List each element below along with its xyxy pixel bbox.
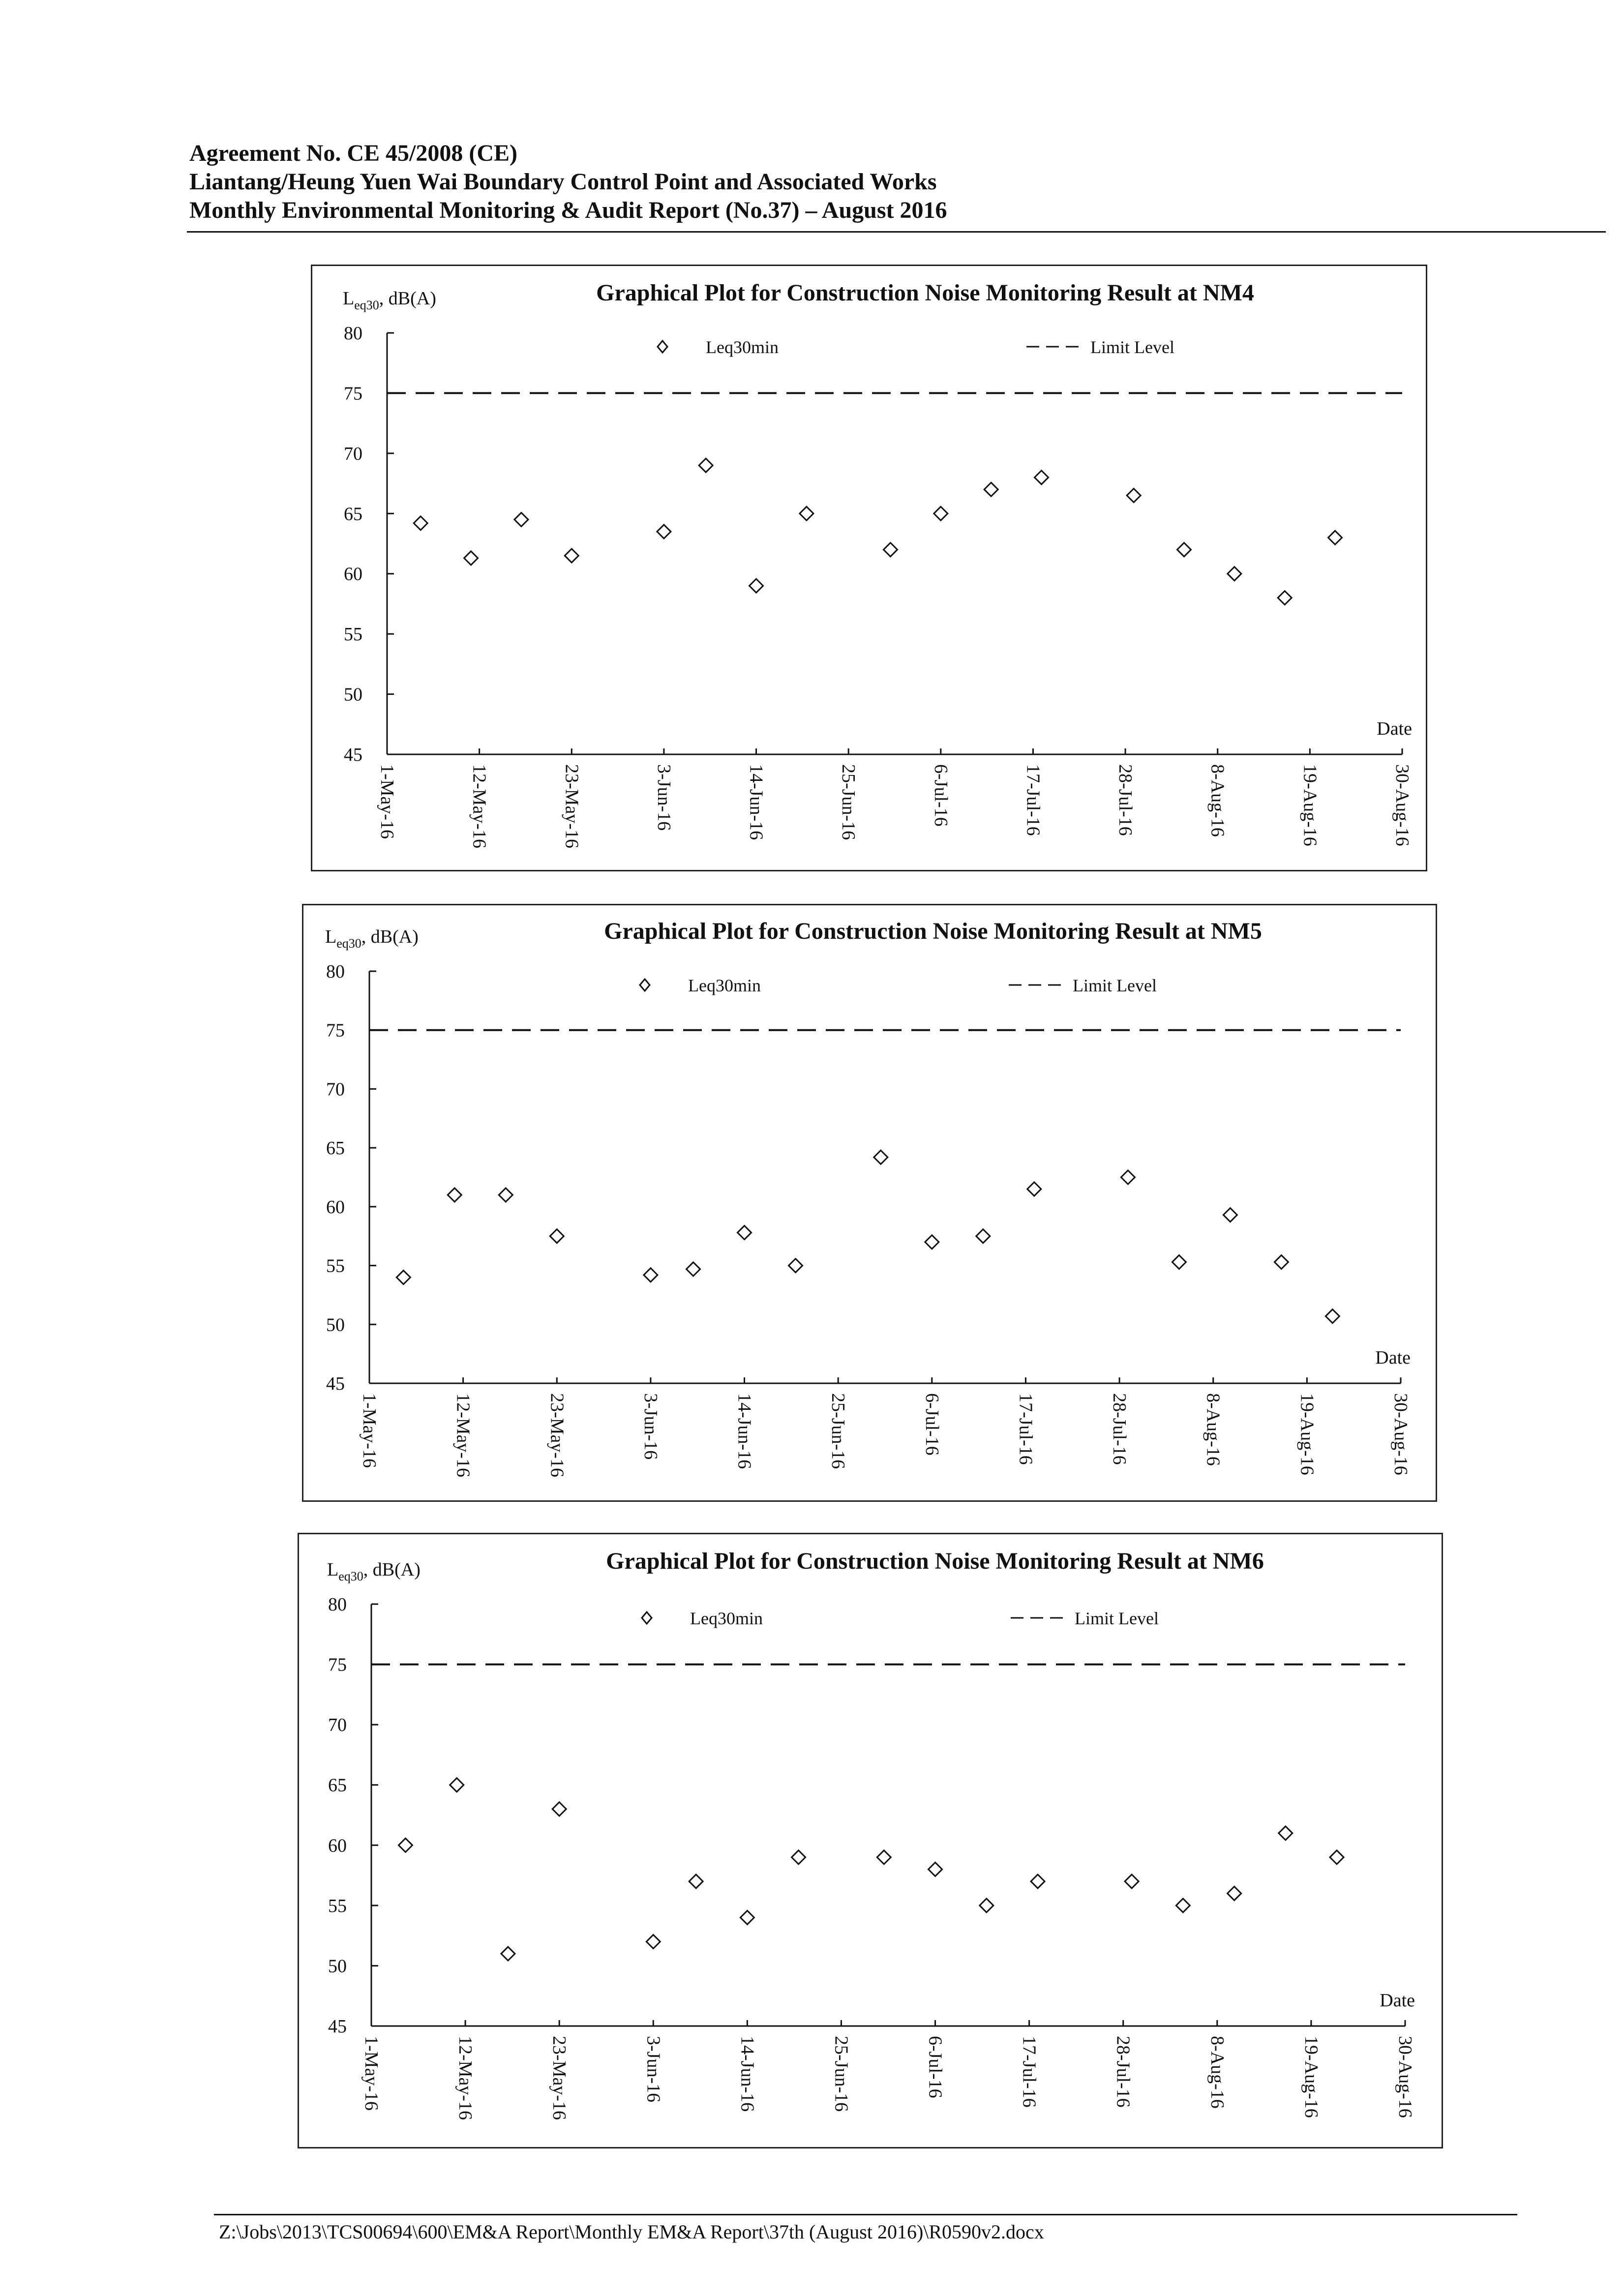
- data-point: [1035, 471, 1049, 484]
- x-tick-label: 3-Jun-16: [640, 1393, 661, 1460]
- data-point: [1176, 1899, 1190, 1912]
- data-point: [1127, 489, 1141, 503]
- data-point: [450, 1778, 464, 1792]
- y-tick-label: 50: [328, 1956, 347, 1977]
- data-point: [1031, 1875, 1045, 1888]
- data-point: [1223, 1208, 1237, 1222]
- data-point: [1172, 1255, 1186, 1269]
- y-tick-label: 55: [328, 1895, 347, 1916]
- y-tick-label: 80: [344, 323, 362, 344]
- legend-label: Leq30min: [706, 337, 779, 357]
- data-point: [738, 1226, 752, 1240]
- data-point: [1121, 1170, 1135, 1184]
- x-tick-label: 8-Aug-16: [1207, 764, 1228, 837]
- data-point: [1274, 1255, 1288, 1269]
- x-tick-label: 25-Jun-16: [828, 1393, 849, 1469]
- x-axis-label: Date: [1375, 1347, 1411, 1368]
- data-point: [514, 513, 528, 527]
- data-point: [792, 1850, 806, 1864]
- x-axis-label: Date: [1377, 718, 1412, 739]
- x-tick-label: 28-Jul-16: [1109, 1393, 1130, 1465]
- y-tick-label: 45: [326, 1373, 345, 1394]
- legend-label: Leq30min: [690, 1609, 763, 1628]
- x-tick-label: 17-Jul-16: [1023, 764, 1044, 836]
- legend-label: Limit Level: [1090, 337, 1174, 357]
- x-tick-label: 14-Jun-16: [734, 1393, 755, 1469]
- y-tick-label: 60: [326, 1196, 345, 1218]
- y-tick-label: 65: [328, 1775, 347, 1796]
- x-tick-label: 1-May-16: [361, 2036, 382, 2111]
- x-tick-label: 23-May-16: [561, 764, 582, 848]
- data-point: [980, 1899, 993, 1912]
- x-tick-label: 12-May-16: [455, 2036, 476, 2120]
- chart-panel-nm6: [298, 1533, 1443, 2148]
- y-tick-label: 75: [344, 383, 362, 404]
- data-point: [657, 525, 671, 538]
- data-point: [883, 543, 897, 557]
- data-point: [552, 1802, 566, 1816]
- y-tick-label: 50: [326, 1314, 345, 1336]
- data-point: [976, 1229, 990, 1243]
- y-tick-label: 70: [326, 1079, 345, 1100]
- y-tick-label: 70: [344, 443, 362, 464]
- x-tick-label: 23-May-16: [546, 1393, 568, 1477]
- data-point: [646, 1935, 660, 1948]
- chart-panel-nm4: [311, 265, 1427, 871]
- y-tick-label: 80: [326, 961, 345, 982]
- data-point: [1228, 567, 1241, 581]
- legend-diamond-marker: [642, 1612, 652, 1624]
- x-axis-label: Date: [1380, 1990, 1415, 2011]
- x-tick-label: 30-Aug-16: [1395, 2036, 1415, 2118]
- x-tick-label: 23-May-16: [549, 2036, 570, 2120]
- y-tick-label: 55: [344, 624, 362, 645]
- chart-title: Graphical Plot for Construction Noise Monitoring Result at NM6: [606, 1548, 1264, 1574]
- x-tick-label: 28-Jul-16: [1113, 2036, 1134, 2108]
- x-tick-label: 19-Aug-16: [1300, 2036, 1322, 2118]
- x-tick-label: 6-Jul-16: [921, 1393, 942, 1456]
- data-point: [934, 507, 948, 520]
- x-tick-label: 30-Aug-16: [1390, 1393, 1411, 1475]
- data-point: [687, 1262, 700, 1276]
- file-path: Z:\Jobs\2013\TCS00694\600\EM&A Report\Monthly EM&A Report\37th (August 2016)\R0590v2.docx: [219, 2221, 1044, 2243]
- data-point: [414, 516, 427, 530]
- x-tick-label: 30-Aug-16: [1392, 764, 1413, 846]
- y-tick-label: 45: [328, 2016, 347, 2037]
- x-tick-label: 3-Jun-16: [643, 2036, 664, 2103]
- data-point: [1328, 531, 1342, 544]
- x-tick-label: 28-Jul-16: [1115, 764, 1136, 836]
- x-tick-label: 1-May-16: [359, 1393, 380, 1468]
- y-tick-label: 65: [326, 1138, 345, 1159]
- x-tick-label: 14-Jun-16: [746, 764, 767, 840]
- data-point: [984, 482, 998, 496]
- y-axis-label: $L_{eq30}$, dB(A): [327, 1559, 421, 1583]
- x-tick-label: 25-Jun-16: [831, 2036, 852, 2112]
- legend-label: Leq30min: [688, 976, 761, 995]
- x-tick-label: 3-Jun-16: [653, 764, 674, 831]
- chart-nm6: [299, 1534, 1442, 2147]
- data-point: [398, 1838, 412, 1852]
- data-point: [789, 1259, 803, 1273]
- chart-nm4: [312, 266, 1426, 870]
- chart-nm5: [303, 905, 1436, 1500]
- x-tick-label: 8-Aug-16: [1203, 1393, 1224, 1466]
- x-tick-label: 6-Jul-16: [930, 764, 951, 827]
- chart-panel-nm5: [302, 904, 1437, 1502]
- legend-diamond-marker: [658, 341, 667, 353]
- y-tick-label: 50: [344, 684, 362, 705]
- legend-label: Limit Level: [1075, 1609, 1159, 1628]
- x-tick-label: 17-Jul-16: [1015, 1393, 1036, 1465]
- footer-divider: [214, 2214, 1517, 2215]
- x-tick-label: 1-May-16: [377, 764, 397, 839]
- data-point: [550, 1229, 564, 1243]
- data-point: [565, 549, 578, 563]
- data-point: [1279, 1826, 1293, 1840]
- data-point: [501, 1947, 515, 1961]
- x-tick-label: 14-Jun-16: [737, 2036, 758, 2112]
- data-point: [1278, 591, 1292, 605]
- data-point: [499, 1188, 512, 1202]
- x-tick-label: 19-Aug-16: [1299, 764, 1321, 846]
- data-point: [1027, 1182, 1041, 1196]
- data-point: [877, 1850, 891, 1864]
- x-tick-label: 19-Aug-16: [1296, 1393, 1318, 1475]
- data-point: [800, 507, 813, 520]
- y-axis-label: $L_{eq30}$, dB(A): [343, 288, 436, 312]
- data-point: [740, 1910, 754, 1924]
- data-point: [396, 1271, 410, 1284]
- data-point: [1325, 1310, 1339, 1323]
- y-tick-label: 75: [328, 1654, 347, 1675]
- y-tick-label: 45: [344, 745, 362, 765]
- y-tick-label: 55: [326, 1255, 345, 1277]
- data-point: [689, 1875, 703, 1888]
- data-point: [699, 458, 713, 472]
- x-tick-label: 25-Jun-16: [838, 764, 859, 840]
- project-line: Liantang/Heung Yuen Wai Boundary Control Point and Associated Works: [189, 169, 937, 195]
- y-tick-label: 60: [344, 564, 362, 585]
- chart-title: Graphical Plot for Construction Noise Monitoring Result at NM5: [604, 918, 1262, 944]
- y-tick-label: 65: [344, 504, 362, 525]
- y-axis-label: $L_{eq30}$, dB(A): [325, 926, 419, 951]
- chart-title: Graphical Plot for Construction Noise Monitoring Result at NM4: [596, 280, 1254, 306]
- data-point: [925, 1235, 939, 1249]
- data-point: [448, 1188, 461, 1202]
- data-point: [1228, 1886, 1241, 1900]
- data-point: [1330, 1850, 1344, 1864]
- legend-diamond-marker: [640, 979, 650, 991]
- x-tick-label: 17-Jul-16: [1019, 2036, 1040, 2108]
- x-tick-label: 12-May-16: [469, 764, 490, 848]
- agreement-line: Agreement No. CE 45/2008 (CE): [189, 140, 518, 166]
- data-point: [874, 1150, 888, 1164]
- data-point: [464, 551, 478, 565]
- data-point: [644, 1268, 658, 1282]
- y-tick-label: 70: [328, 1715, 347, 1736]
- report-header: [189, 139, 1616, 225]
- data-point: [750, 579, 763, 593]
- data-point: [1177, 543, 1191, 557]
- x-tick-label: 6-Jul-16: [925, 2036, 946, 2098]
- y-tick-label: 60: [328, 1835, 347, 1856]
- y-tick-label: 75: [326, 1020, 345, 1041]
- data-point: [929, 1862, 942, 1876]
- y-tick-label: 80: [328, 1594, 347, 1615]
- legend-label: Limit Level: [1073, 976, 1157, 995]
- report-title-line: Monthly Environmental Monitoring & Audit Report (No.37) – August 2016: [189, 197, 947, 223]
- x-tick-label: 12-May-16: [452, 1393, 474, 1477]
- data-point: [1125, 1875, 1139, 1888]
- x-tick-label: 8-Aug-16: [1206, 2036, 1228, 2109]
- header-divider: [187, 231, 1606, 233]
